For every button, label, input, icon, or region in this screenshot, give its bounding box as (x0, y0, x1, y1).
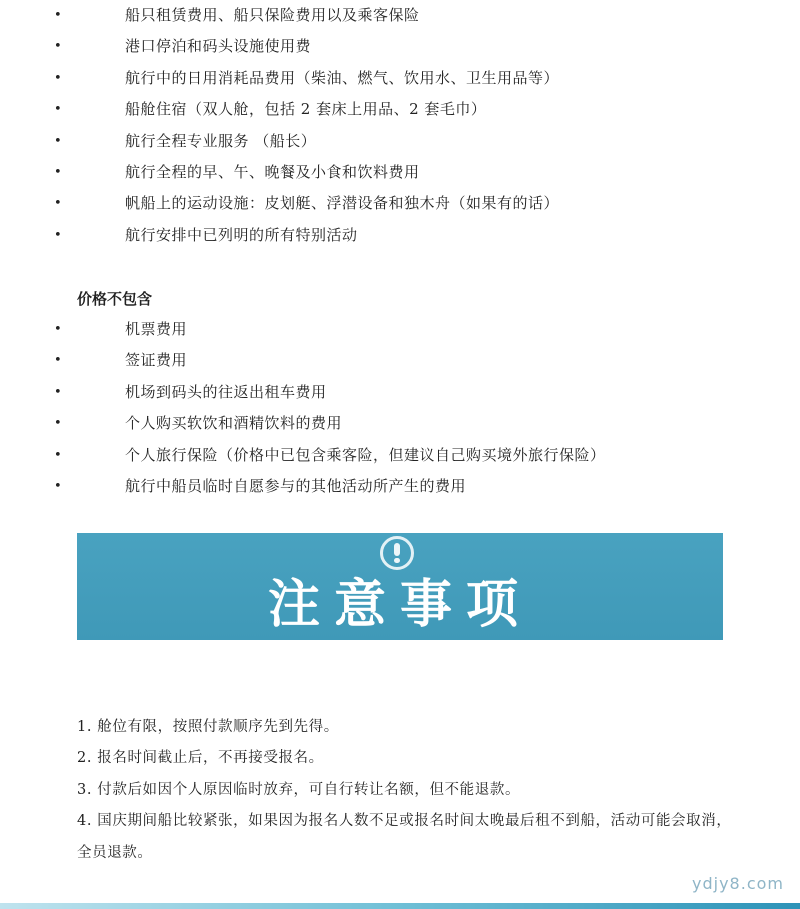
bullet: • (54, 416, 62, 432)
excluded-heading: 价格不包含 (77, 290, 153, 308)
bottom-divider (0, 903, 800, 909)
bullet: • (54, 102, 62, 118)
notice-banner (77, 533, 723, 640)
notes-list (77, 712, 737, 869)
watermark: ydjy8.com (692, 874, 784, 893)
bullet: • (54, 447, 62, 463)
bullet: • (54, 70, 62, 86)
note-item: 3. 付款后如因个人原因临时放弃，可自行转让名额，但不能退款。 (77, 781, 521, 798)
bullet: • (54, 478, 62, 494)
note-item: 1. 舱位有限，按照付款顺序先到先得。 (77, 719, 339, 735)
bullet: • (54, 196, 62, 212)
bullet: • (54, 384, 62, 400)
bullet: • (54, 322, 62, 337)
note-item: 4. 国庆期间船比较紧张，如果因为报名人数不足或报名时间太晚最后租不到船，活动可能会取消，全员退款。 (77, 813, 732, 861)
note-item: 2. 报名时间截止后，不再接受报名。 (77, 750, 324, 767)
bullet: • (54, 133, 62, 149)
bullet: • (54, 353, 62, 369)
bullet: • (54, 8, 62, 23)
banner-title: 注意事项 (267, 575, 532, 635)
bullet: • (54, 39, 62, 55)
bullet: • (54, 164, 62, 180)
exclamation-circle-icon (380, 536, 414, 570)
bullet: • (54, 227, 62, 243)
